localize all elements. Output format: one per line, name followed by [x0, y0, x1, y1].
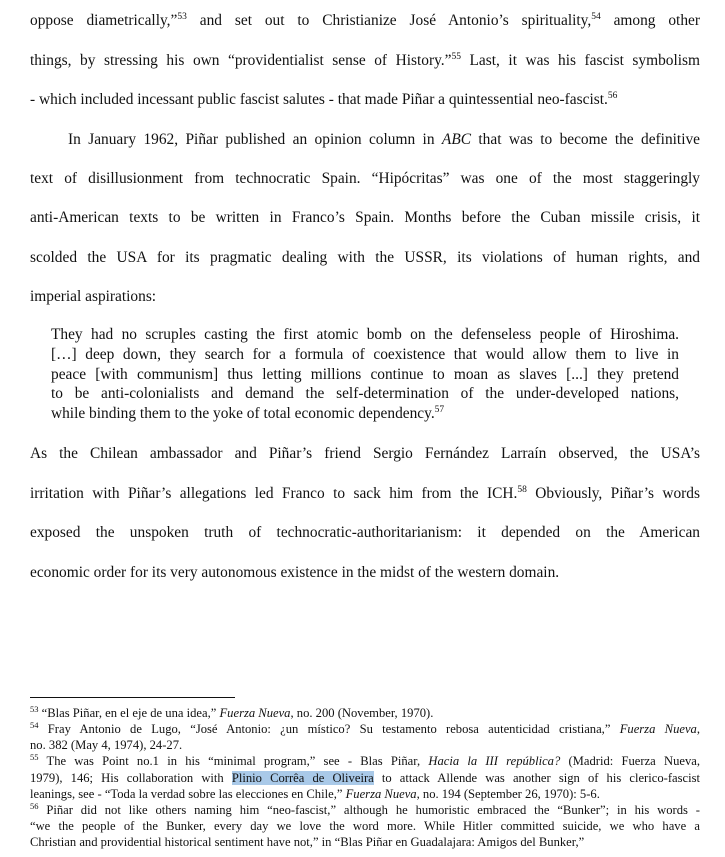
footnote-ref[interactable]: 53: [177, 12, 187, 22]
body-line: oppose diametrically,”$^{53}$ and set out to Christianize José Antonio’s spirituality,$^{54}$ among other: [30, 12, 700, 29]
body-line: exposed the unspoken truth of technocratic-authoritarianism: it depended on the American: [30, 524, 700, 541]
footnote-56-line: “we the people of the Bunker, every day we love the word more. While Hitler committed suicide, we who have a: [30, 819, 700, 833]
body-line: In January 1962, Piñar published an opinion column in ABC that was to become the definitive: [68, 131, 700, 148]
footnote-55: $^{55}$ The was Point no.1 in his “minimal program,” see - Blas Piñar, Hacia la III república? (Madrid: Fuerza Nueva,: [30, 752, 700, 768]
footnote-56-line: Christian and providential historical sentiment have not,” in “Blas Piñar en Guadalajara: Amigos del Bunker,”: [30, 835, 585, 849]
quote-line: […] deep down, they search for a formula of coexistence that would allow them to live in: [51, 346, 679, 363]
footnote-55-line: leanings, see - “Toda la verdad sobre las elecciones en Chile,” Fuerza Nueva, no. 194 (September 26, 1970): 5-6.: [30, 787, 600, 801]
body-line: economic order for its very autonomous existence in the midst of the western domain.: [30, 564, 560, 581]
body-line: text of disillusionment from technocratic Spain. “Hipócritas” was one of the most staggeringly: [30, 170, 700, 187]
footnote-53: $^{53}$ “Blas Piñar, en el eje de una idea,” Fuerza Nueva, no. 200 (November, 1970).: [30, 704, 434, 720]
body-line: things, by stressing his own “providentialist sense of History.”$^{55}$ Last, it was his fascist symbolism: [30, 52, 700, 69]
body-line: irritation with Piñar’s allegations led Franco to sack him from the ICH.$^{58}$ Obviously, Piñar’s words: [30, 485, 700, 502]
footnote-ref[interactable]: 57: [434, 405, 445, 415]
quote-line: They had no scruples casting the first atomic bomb on the defenseless people of Hiroshima.: [51, 326, 679, 343]
quote-line: while binding them to the yoke of total economic dependency.$^{57}$: [51, 405, 445, 422]
footnote-ref[interactable]: 58: [517, 485, 527, 495]
selected-text-highlight[interactable]: Plinio Corrêa de Oliveira: [231, 771, 374, 785]
footnote-54: $^{54}$ Fray Antonio de Lugo, “José Antonio: ¿un místico? Su testamento rebosa autenticidad cristiana,” Fuerza Nueva,: [30, 720, 700, 736]
body-line: scolded the USA for its pragmatic dealing with the USSR, its violations of human rights, and: [30, 249, 700, 266]
footnote-54-line: no. 382 (May 4, 1974), 24-27.: [30, 738, 183, 752]
footnote-55-line: 1979), 146; His collaboration with Plinio Corrêa de Oliveira to attack Allende was another sign of his clerico-fascist: [30, 771, 700, 785]
body-line: anti-American texts to be written in Franco’s Spain. Months before the Cuban missile crisis, it: [30, 209, 700, 226]
body-line: As the Chilean ambassador and Piñar’s friend Sergio Fernández Larraín observed, the USA’s: [30, 445, 700, 462]
quote-line: to be anti-colonialists and demand the self-determination of the under-developed nations,: [51, 385, 679, 402]
footnote-ref[interactable]: 56: [607, 91, 618, 101]
quote-line: peace [with communism] thus letting millions continue to moan as slaves [...] they pretend: [51, 366, 679, 383]
body-line: - which included incessant public fascist salutes - that made Piñar a quintessential neo-fascist.$^{56}$: [30, 91, 618, 108]
footnote-ref[interactable]: 54: [591, 12, 601, 22]
footnote-separator: [30, 697, 235, 698]
body-line: imperial aspirations:: [30, 288, 157, 305]
footnote-56: $^{56}$ Piñar did not like others naming him “neo-fascist,” although he humoristic embraced the “Bunker”; in his words -: [30, 801, 700, 817]
footnote-ref[interactable]: 55: [451, 52, 461, 62]
